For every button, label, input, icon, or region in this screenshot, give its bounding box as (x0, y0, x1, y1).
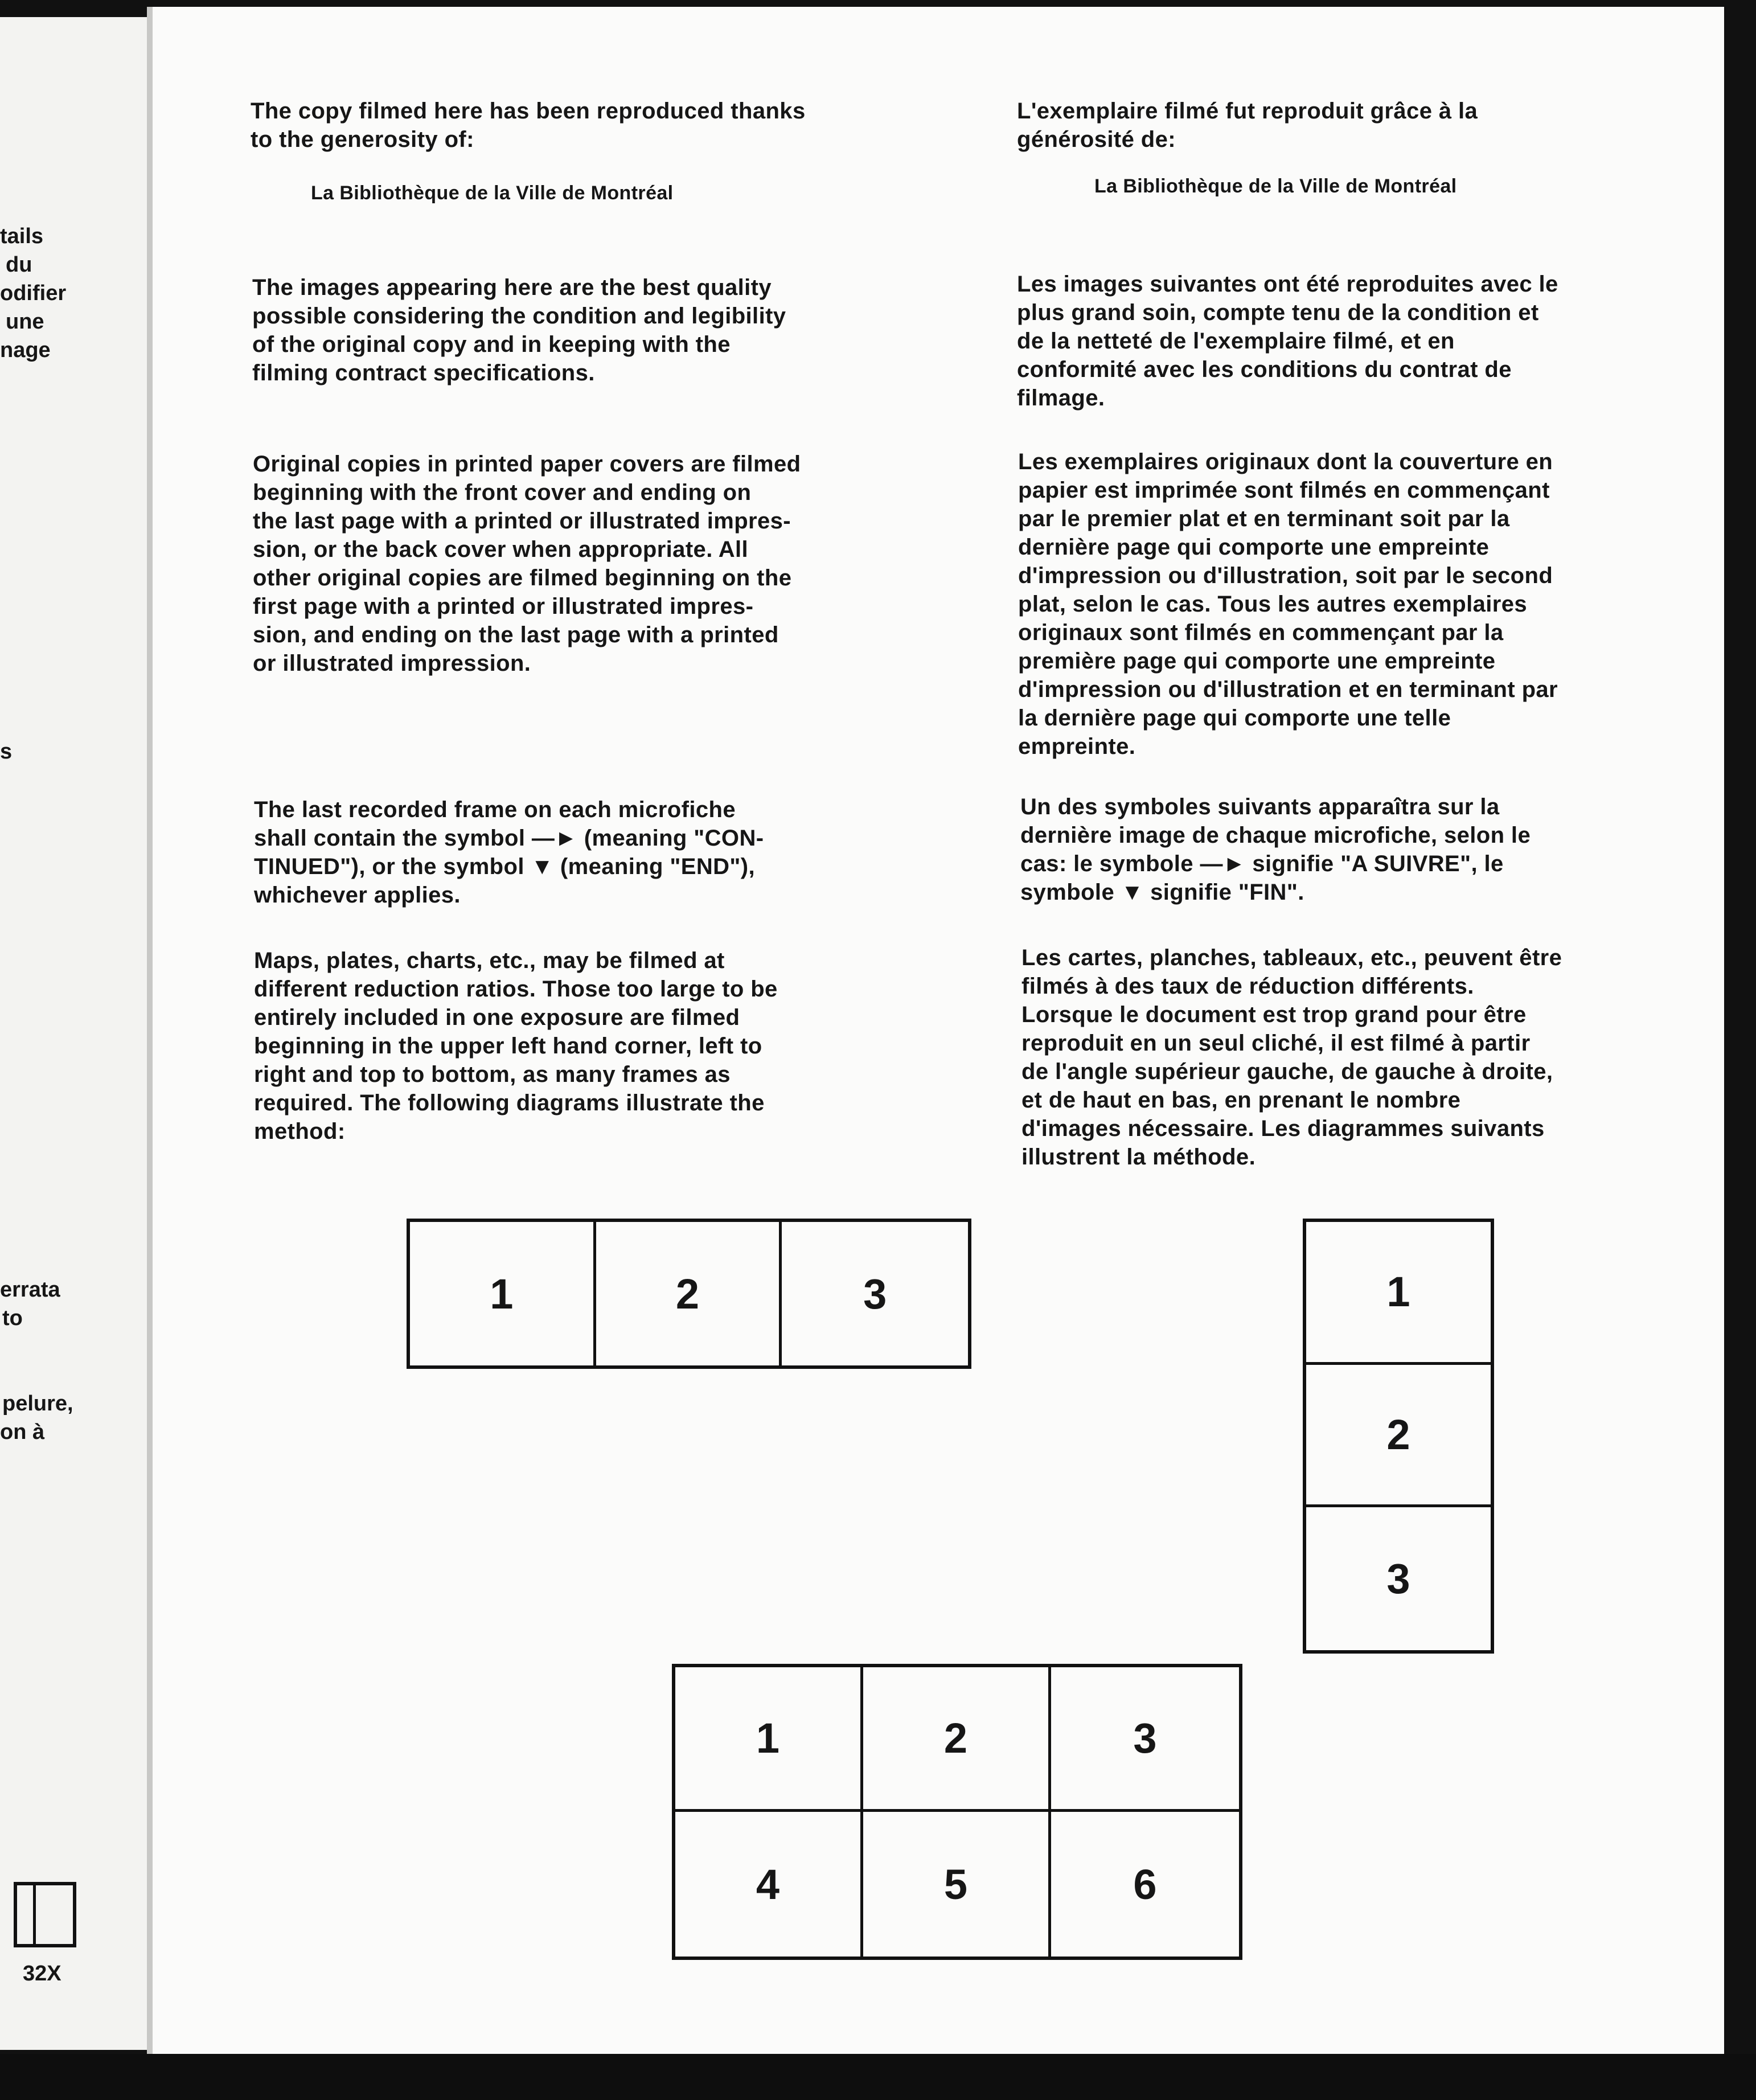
frame-cell: 4 (675, 1812, 863, 1957)
french-credit-intro: L'exemplaire filmé fut reproduit grâce à la générosité de: (1017, 99, 1478, 152)
english-originals-paragraph: Original copies in printed paper covers are filmed beginning with the front cover and ending on the last page with a printed or illustrated impres- sion, or the back cover when appropriate. All other original copies are filmed beginning on the first page with a printed or illustrated impres- sion, and ending on the last page with a printed or illustrated impression. (253, 452, 801, 676)
previous-page-edge (0, 17, 147, 2050)
edge-text-fragment: odifier (0, 281, 67, 305)
frame-cell: 2 (596, 1222, 782, 1365)
english-symbols-paragraph: The last recorded frame on each microfiche shall contain the symbol —► (meaning "CON- TINUED"), or the symbol ▼ (meaning "END"), whichever applies. (254, 797, 764, 908)
reduction-ratio-label: 32X (23, 1962, 61, 1986)
frame-cell: 6 (1133, 1860, 1157, 1908)
frame-cell: 1 (1306, 1222, 1491, 1365)
edge-text-fragment: s (0, 740, 13, 764)
edge-text-fragment: une (6, 310, 44, 334)
frame-cell: 2 (1306, 1365, 1491, 1508)
english-credit-institution: La Bibliothèque de la Ville de Montréal (311, 182, 674, 204)
filming-notice-page (153, 7, 1724, 2054)
edge-text-fragment: to (2, 1306, 23, 1330)
english-maps-paragraph: Maps, plates, charts, etc., may be filmed at different reduction ratios. Those too large to be entirely included in one exposure are filmed beginning in the upper left hand corner, left to right and top to bottom, as many frames as required. The following diagrams illustrate the method: (254, 948, 778, 1144)
edge-text-fragment: du (6, 253, 32, 277)
diagram-six-frame-grid (672, 1664, 1242, 1960)
french-symbols-paragraph: Un des symboles suivants apparaîtra sur la dernière image de chaque microfiche, selon le cas: le symbole —► signifie "A SUIVRE", le symbole ▼ signifie "FIN". (1020, 794, 1531, 905)
resolution-target-box (14, 1882, 76, 1947)
edge-text-fragment: errata (0, 1278, 60, 1302)
edge-text-fragment: nage (0, 338, 51, 362)
frame-cell: 1 (410, 1222, 596, 1365)
frame-cell: 3 (1386, 1555, 1410, 1603)
film-border-bottom (0, 2054, 1756, 2100)
frame-cell: 3 (863, 1270, 887, 1318)
english-credit-intro: The copy filmed here has been reproduced thanks to the generosity of: (251, 99, 806, 152)
french-credit-institution: La Bibliothèque de la Ville de Montréal (1094, 175, 1457, 197)
french-maps-paragraph: Les cartes, planches, tableaux, etc., peuvent être filmés à des taux de réduction différents. Lorsque le document est trop grand pour être reproduit en un seul cliché, il est filmé à partir de l'angle supérieur gauche, de gauche à droite, et de haut en bas, en prenant le nombre d'images nécessaire. Les diagrammes suivants illustrent la méthode. (1021, 945, 1562, 1170)
frame-cell: 2 (863, 1667, 1051, 1812)
english-quality-paragraph: The images appearing here are the best quality possible considering the condition and legibility of the original copy and in keeping with the filming contract specifications. (252, 275, 786, 385)
frame-cell: 3 (1051, 1667, 1239, 1812)
edge-text-fragment: tails (0, 224, 44, 248)
frame-cell: 5 (863, 1812, 1051, 1957)
frame-cell: 1 (675, 1667, 863, 1812)
diagram-vertical-three-frames (1303, 1219, 1494, 1654)
edge-text-fragment: on à (0, 1420, 45, 1444)
diagram-horizontal-three-frames (407, 1219, 971, 1369)
edge-text-fragment: pelure, (2, 1392, 73, 1416)
french-quality-paragraph: Les images suivantes ont été reproduites avec le plus grand soin, compte tenu de la condition et de la netteté de l'exemplaire filmé, et en conformité avec les conditions du contrat de filmage. (1017, 272, 1558, 411)
french-originals-paragraph: Les exemplaires originaux dont la couverture en papier est imprimée sont filmés en commençant par le premier plat et en terminant soit par la dernière page qui comporte une empreinte d'impression ou d'illustration, soit par le second plat, selon le cas. Tous les autres exemplaires originaux sont filmés en commençant par la première page qui comporte une empreinte d'impression ou d'illustration et en terminant par la dernière page qui comporte une telle empreinte. (1018, 449, 1558, 759)
